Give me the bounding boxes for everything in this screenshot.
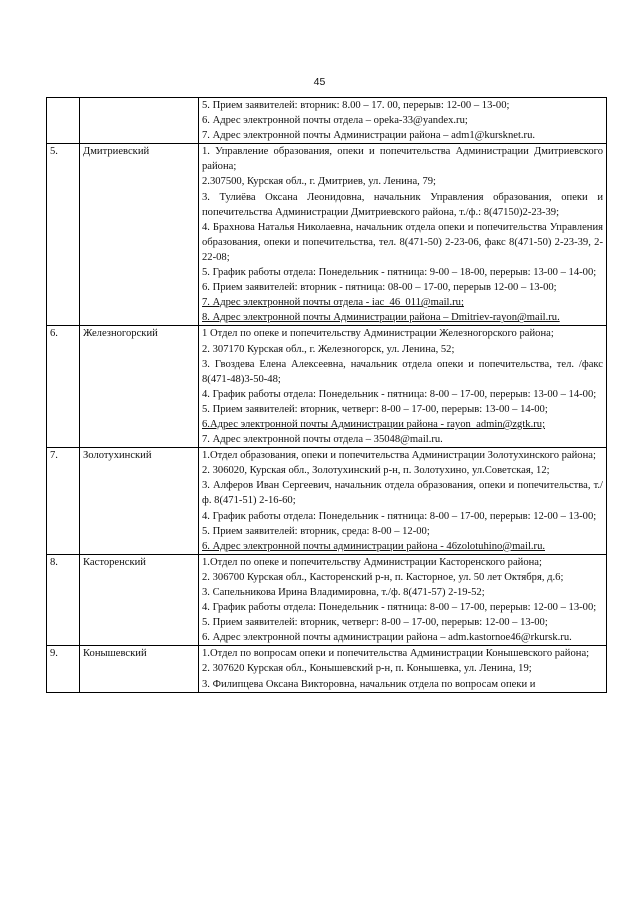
district-name: Железногорский — [80, 326, 199, 448]
info-line: 4. Брахнова Наталья Николаевна, начальник отдела опеки и попечительства Управления образования, опеки и попечительства, тел. 8(471-50) 2-23-06, факс 8(471-50) 2-23-39, 2-22-08; — [202, 221, 603, 263]
table-row — [47, 326, 607, 448]
row-number: 7. — [47, 448, 80, 555]
info-line: 2. 306700 Курская обл., Касторенский р-н, п. Касторное, ул. 50 лет Октября, д.6; — [202, 571, 564, 583]
table-row — [47, 448, 607, 555]
info-line: 5. График работы отдела: Понедельник - пятница: 9-00 – 18-00, перерыв: 13-00 – 14-00; — [202, 267, 597, 279]
row-number: 6. — [47, 326, 80, 448]
row-number: 8. — [47, 554, 80, 646]
info-line-email: 6. Адрес электронной почты администрации района - 46zolotuhino@mail.ru. — [202, 540, 546, 552]
info-line: 2. 307170 Курская обл., г. Железногорск, ул. Ленина, 52; — [202, 343, 455, 355]
info-line: 3. Гвоздева Елена Алексеевна, начальник отдела опеки и попечительства, тел. /факс 8(471-48)3-50-48; — [202, 358, 603, 385]
row-number — [47, 98, 80, 144]
district-info — [199, 326, 607, 448]
district-info — [199, 98, 607, 144]
district-name: Дмитриевский — [80, 144, 199, 326]
district-name: Золотухинский — [80, 448, 199, 555]
row-number: 5. — [47, 144, 80, 326]
district-name — [80, 98, 199, 144]
info-line: 1.Отдел образования, опеки и попечительства Администрации Золотухинского района; — [202, 450, 596, 462]
info-line: 4. График работы отдела: Понедельник - пятница: 8-00 – 17-00, перерыв: 12-00 – 13-00; — [202, 510, 597, 522]
info-line: 2.307500, Курская обл., г. Дмитриев, ул. Ленина, 79; — [202, 176, 436, 188]
table-row — [47, 144, 607, 326]
info-line: 7. Адрес электронной почты Администрации района – adm1@kursknet.ru. — [202, 130, 536, 142]
info-line: 3. Филипцева Оксана Викторовна, начальник отдела по вопросам опеки и — [202, 678, 536, 690]
info-line: 3. Сапельникова Ирина Владимировна, т./ф. 8(471-57) 2-19-52; — [202, 587, 485, 598]
info-line: 1.Отдел по опеке и попечительству Администрации Касторенского района; — [202, 556, 542, 568]
info-line: 3. Алферов Иван Сергеевич, начальник отдела образования, опеки и попечительства, т./ф. 8(471-51) 2-16-60; — [202, 480, 603, 507]
info-line: 3. Тулиёва Оксана Леонидовна, начальник Управления образования, опеки и попечительства Администрации Дмитриевского района, т./ф.: 8(47150)2-23-39; — [202, 191, 603, 218]
info-line: 4. График работы отдела: Понедельник - пятница: 8-00 – 17-00, перерыв: 13-00 – 14-00; — [202, 388, 597, 400]
district-info — [199, 554, 607, 646]
district-name: Конышевский — [80, 646, 199, 692]
table-row — [47, 646, 607, 692]
district-name: Касторенский — [80, 554, 199, 646]
info-line: 6. Адрес электронной почты отдела – opeka-33@yandex.ru; — [202, 115, 468, 127]
info-line: 1 Отдел по опеке и попечительству Администрации Железногорского района; — [202, 328, 554, 340]
info-line-email: 8. Адрес электронной почты Администрации района – Dmitriev-rayon@mail.ru. — [202, 312, 560, 324]
info-line: 1.Отдел по вопросам опеки и попечительства Администрации Конышевского района; — [202, 648, 590, 660]
info-line-email: 6.Адрес электронной почты Администрации района - rayon_admin@zgtk.ru; — [202, 418, 546, 430]
info-line: 5. Прием заявителей: вторник, четверг: 8-00 – 17-00, перерыв: 13-00 – 14-00; — [202, 403, 548, 415]
table-row — [47, 98, 607, 144]
district-info — [199, 144, 607, 326]
info-line: 2. 307620 Курская обл., Конышевский р-н, п. Конышевка, ул. Ленина, 19; — [202, 663, 532, 675]
info-line: 2. 306020, Курская обл., Золотухинский р-н, п. Золотухино, ул.Советская, 12; — [202, 465, 550, 477]
guardianship-registry-table — [46, 97, 607, 693]
info-line: 6. Адрес электронной почты администрации района – adm.kastornoe46@rkursk.ru. — [202, 632, 572, 644]
info-line: 1. Управление образования, опеки и попечительства Администрации Дмитриевского района; — [202, 146, 603, 173]
info-line: 6. Прием заявителей: вторник - пятница: 08-00 – 17-00, перерыв 12-00 – 13-00; — [202, 282, 557, 294]
table-row — [47, 554, 607, 646]
info-line-email: 7. Адрес электронной почты отдела - iac_46_011@mail.ru; — [202, 297, 464, 309]
district-info — [199, 646, 607, 692]
info-line: 7. Адрес электронной почты отдела – 35048@mail.ru. — [202, 434, 443, 446]
info-line: 4. График работы отдела: Понедельник - пятница: 8-00 – 17-00, перерыв: 12-00 – 13-00; — [202, 602, 597, 614]
info-line: 5. Прием заявителей: вторник: 8.00 – 17. 00, перерыв: 12-00 – 13-00; — [202, 100, 510, 111]
page-number: 45 — [313, 76, 326, 88]
info-line: 5. Прием заявителей: вторник, четверг: 8-00 – 17-00, перерыв: 12-00 – 13-00; — [202, 617, 548, 629]
row-number: 9. — [47, 646, 80, 692]
info-line: 5. Прием заявителей: вторник, среда: 8-00 – 12-00; — [202, 525, 430, 537]
district-info — [199, 448, 607, 555]
